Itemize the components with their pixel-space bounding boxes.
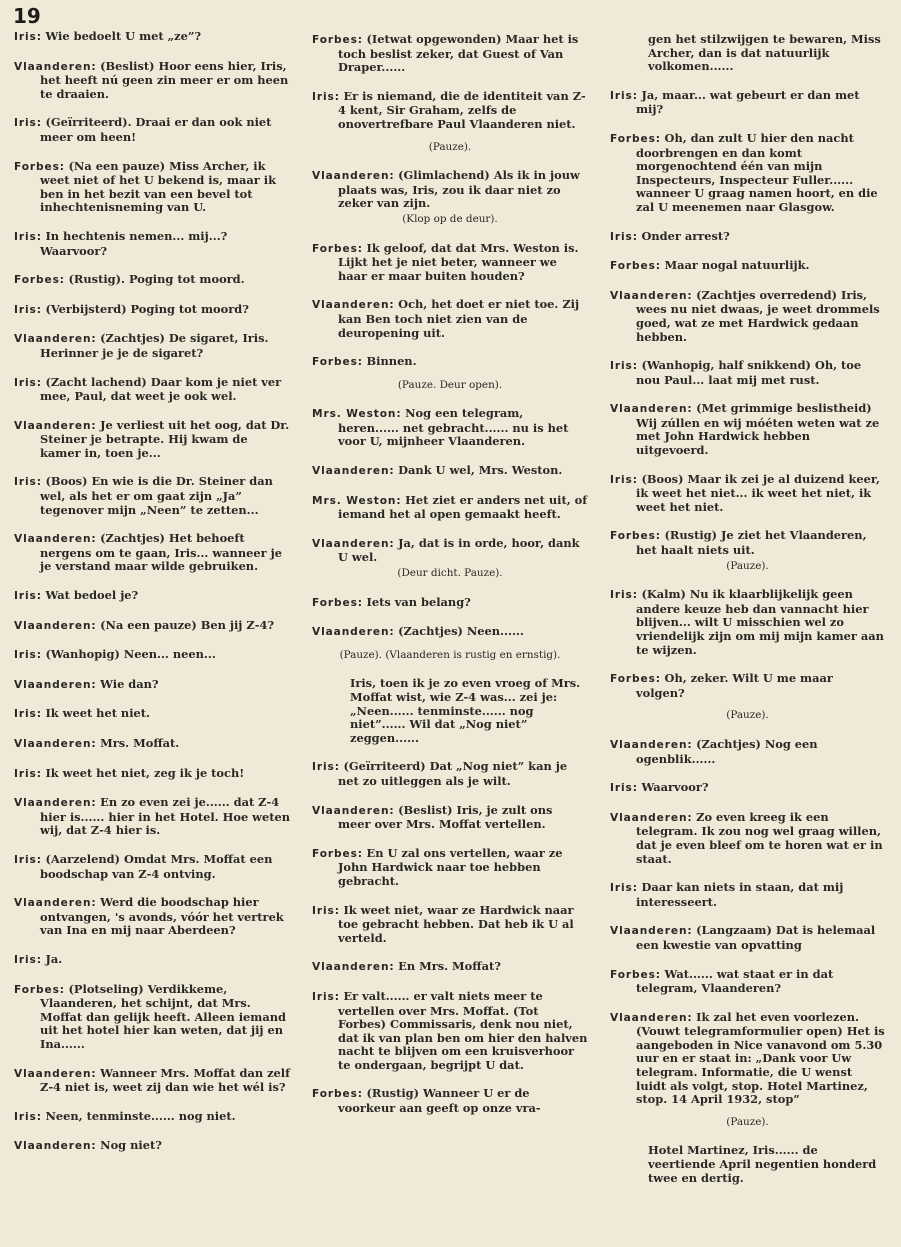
dialogue-line bbox=[610, 473, 885, 515]
speaker-name: Iris: bbox=[610, 230, 638, 243]
dialogue-text: (Rustig) Je ziet het Vlaanderen, het haalt niets uit. bbox=[636, 528, 867, 558]
dialogue-line bbox=[610, 738, 885, 766]
dialogue-line bbox=[312, 804, 588, 832]
speaker-name: Vlaanderen: bbox=[312, 537, 395, 550]
speaker-name: Iris: bbox=[14, 649, 42, 662]
dialogue-text: In hechtenis nemen... mij...? Waarvoor? bbox=[40, 228, 228, 258]
dialogue-text: Er valt...... er valt niets meer te vertellen over Mrs. Moffat. (Tot Forbes) Commissaris, denk nou niet, dat ik van plan ben om hier den halven nacht te blijven om een kruisverhoor te ondergaan, begrijpt U dat. bbox=[338, 988, 588, 1072]
dialogue-text: Wat bedoel je? bbox=[45, 588, 139, 603]
column-2 bbox=[312, 33, 588, 1131]
dialogue-text: Werd die boodschap hier ontvangen, 's avonds, vóór het vertrek van Ina en mij naar Aberdeen? bbox=[40, 895, 284, 938]
speaker-name: Forbes: bbox=[14, 274, 65, 287]
dialogue-line bbox=[14, 619, 290, 634]
speaker-name: Iris: bbox=[14, 590, 42, 603]
dialogue-line bbox=[610, 289, 885, 344]
dialogue-line bbox=[312, 960, 588, 975]
dialogue-text: Waarvoor? bbox=[641, 780, 709, 795]
dialogue-text: Neen, tenminste...... nog niet. bbox=[45, 1108, 236, 1123]
dialogue-line bbox=[14, 60, 290, 102]
dialogue-line bbox=[610, 402, 885, 457]
dialogue-text: (Zachtjes) Het behoeft nergens om te gaan, Iris... wanneer je je verstand maar wilde gebruiken. bbox=[40, 531, 282, 574]
dialogue-line bbox=[14, 853, 290, 881]
dialogue-text: En U zal ons vertellen, waar ze John Hardwick naar toe hebben gebracht. bbox=[338, 845, 563, 888]
dialogue-line bbox=[14, 1139, 290, 1154]
dialogue-text: (Zachtjes) Neen...... bbox=[398, 624, 524, 639]
dialogue-text: Onder arrest? bbox=[641, 228, 730, 243]
dialogue-line bbox=[312, 464, 588, 479]
speaker-name: Vlaanderen: bbox=[14, 738, 97, 750]
dialogue-text: (Geïrriteerd) Dat „Nog niet” kan je net zo uitleggen als je wilt. bbox=[338, 759, 568, 788]
dialogue-line bbox=[14, 896, 290, 938]
dialogue-text: En Mrs. Moffat? bbox=[398, 959, 501, 974]
dialogue-text: Maar nogal natuurlijk. bbox=[664, 258, 810, 273]
dialogue-text: En zo even zei je...... dat Z-4 hier is...... hier in het Hotel. Hoe weten wij, dat Z-4 hier is. bbox=[40, 795, 291, 838]
dialogue-text: Mrs. Moffat. bbox=[100, 736, 180, 750]
dialogue-line bbox=[312, 494, 588, 522]
speaker-name: Iris: bbox=[312, 904, 340, 917]
speaker-name: Vlaanderen: bbox=[312, 961, 395, 974]
speaker-name: Iris: bbox=[14, 1110, 42, 1123]
dialogue-text: Ja. bbox=[45, 951, 63, 966]
dialogue-text: (Wanhopig, half snikkend) Oh, toe nou Paul... laat mij met rust. bbox=[636, 358, 862, 387]
dialogue-line bbox=[14, 160, 290, 215]
speaker-name: Vlaanderen: bbox=[14, 333, 97, 346]
speaker-name: Iris: bbox=[14, 953, 42, 966]
dialogue-line bbox=[14, 475, 290, 517]
dialogue-text: Wat...... wat staat er in dat telegram, Vlaanderen? bbox=[636, 966, 834, 996]
dialogue-line bbox=[610, 529, 885, 557]
page-number: 19 bbox=[13, 4, 41, 28]
dialogue-line bbox=[14, 953, 290, 968]
dialogue-text: Ik weet niet, waar ze Hardwick naar toe gebracht hebben. Dat heb ik U al verteld. bbox=[338, 902, 574, 945]
dialogue-line bbox=[610, 968, 885, 996]
dialogue-text: (Geïrriteerd). Draai er dan ook niet meer om heen! bbox=[40, 115, 272, 144]
dialogue-text: (Boos) Maar ik zei je al duizend keer, ik weet het niet... ik weet het niet, ik weet het niet. bbox=[636, 471, 881, 514]
dialogue-text: Oh, dan zult U hier den nacht doorbrengen en dan komt morgenochtend één van mijn Inspecteurs, Inspecteur Fuller...... wanneer U graag namen hoort, en die zal U meenemen naar Glasgow. bbox=[636, 130, 878, 214]
column-3 bbox=[610, 33, 885, 1200]
dialogue-line bbox=[312, 407, 588, 449]
dialogue-text: Zo even kreeg ik een telegram. Ik zou nog wel graag willen, dat je even bleef om te horen wat er in staat. bbox=[636, 809, 883, 866]
speaker-name: Iris: bbox=[14, 117, 42, 130]
dialogue-text: Och, het doet er niet toe. Zij kan Ben toch niet zien van de deuropening uit. bbox=[338, 297, 580, 340]
speaker-name: Forbes: bbox=[610, 530, 661, 543]
dialogue-line bbox=[14, 532, 290, 574]
dialogue-line bbox=[14, 116, 290, 144]
speaker-name: Forbes: bbox=[610, 673, 661, 686]
dialogue-text: Nog niet? bbox=[100, 1138, 162, 1153]
speaker-name: Vlaanderen: bbox=[14, 533, 97, 546]
speaker-name: Forbes: bbox=[312, 242, 363, 255]
speaker-name: Iris: bbox=[610, 882, 638, 895]
dialogue-line bbox=[14, 796, 290, 838]
speaker-name: Vlaanderen: bbox=[610, 738, 693, 751]
speaker-name: Iris: bbox=[610, 360, 638, 373]
speaker-name: Forbes: bbox=[610, 968, 661, 981]
speaker-name: Vlaanderen: bbox=[312, 170, 395, 183]
dialogue-text: Oh, zeker. Wilt U me maar volgen? bbox=[636, 671, 833, 700]
speaker-name: Vlaanderen: bbox=[14, 1067, 97, 1080]
speaker-name: Iris: bbox=[14, 853, 42, 866]
dialogue-line bbox=[312, 847, 588, 889]
dialogue-text: (Na een pauze) Miss Archer, ik weet niet of het U bekend is, maar ik ben in het bezit van een bevel tot inhechtenisneming van U. bbox=[40, 158, 276, 215]
speaker-name: Mrs. Weston: bbox=[312, 408, 402, 421]
speaker-name: Iris: bbox=[14, 31, 42, 43]
column-1 bbox=[14, 30, 290, 1169]
dialogue-line bbox=[14, 30, 290, 45]
dialogue-line bbox=[14, 419, 290, 461]
dialogue-text: (Wanhopig) Neen... neen... bbox=[45, 647, 216, 662]
dialogue-text: (Zachtjes) Nog een ogenblik...... bbox=[636, 736, 818, 766]
stage-direction: (Pauze). bbox=[726, 1115, 769, 1128]
continued-dialogue-text: Iris, toen ik je zo even vroeg of Mrs. Moffat wist, wie Z-4 was... zei je: „Neen...... tenminste...... nog niet”...... Wil dat „Nog niet” zeggen...... bbox=[350, 676, 581, 745]
dialogue-line bbox=[610, 132, 885, 215]
speaker-name: Vlaanderen: bbox=[14, 619, 97, 632]
dialogue-line bbox=[14, 767, 290, 782]
dialogue-text: (Zachtjes) De sigaret, Iris. Herinner je je de sigaret? bbox=[40, 331, 269, 360]
dialogue-text: Wie dan? bbox=[100, 676, 159, 691]
dialogue-line bbox=[14, 273, 290, 288]
continued-dialogue-text: gen het stilzwijgen te bewaren, Miss Archer, dan is dat natuurlijk volkomen...... bbox=[648, 32, 881, 74]
dialogue-text: (Rustig). Poging tot moord. bbox=[68, 272, 245, 287]
dialogue-text: (Beslist) Iris, je zult ons meer over Mrs. Moffat vertellen. bbox=[338, 802, 553, 832]
dialogue-line bbox=[610, 359, 885, 387]
dialogue-line bbox=[610, 230, 885, 245]
speaker-name: Vlaanderen: bbox=[610, 289, 693, 302]
dialogue-line bbox=[14, 983, 290, 1052]
dialogue-text: (Glimlachend) Als ik in jouw plaats was, Iris, zou ik daar niet zo zeker van zijn. bbox=[338, 168, 580, 211]
speaker-name: Vlaanderen: bbox=[312, 465, 395, 478]
dialogue-text: Ik zal het even voorlezen. (Vouwt telegramformulier open) Het is aangeboden in Nice vanavond om 5.30 uur en er staat in: „Dank voor Uw telegram. Informatie, die U wenst luidt als volgt, stop. Hotel Martinez, stop. 14 April 1932, stop” bbox=[636, 1009, 885, 1107]
dialogue-line bbox=[610, 781, 885, 796]
stage-direction: (Pauze). bbox=[726, 709, 769, 722]
dialogue-line bbox=[610, 811, 885, 866]
dialogue-text: Daar kan niets in staan, dat mij interesseert. bbox=[636, 880, 844, 909]
speaker-name: Iris: bbox=[610, 473, 638, 486]
dialogue-text: (Verbijsterd) Poging tot moord? bbox=[45, 301, 249, 316]
dialogue-line bbox=[610, 89, 885, 117]
dialogue-text: (Beslist) Hoor eens hier, Iris, het heeft nú geen zin meer er om heen te draaien. bbox=[40, 58, 289, 101]
speaker-name: Vlaanderen: bbox=[610, 403, 693, 416]
stage-direction: (Pauze). (Vlaanderen is rustig en ernstig). bbox=[339, 648, 561, 661]
speaker-name: Forbes: bbox=[610, 132, 661, 145]
speaker-name: Vlaanderen: bbox=[312, 804, 395, 817]
speaker-name: Mrs. Weston: bbox=[312, 494, 402, 507]
dialogue-text: Ja, maar... wat gebeurt er dan met mij? bbox=[636, 87, 860, 117]
speaker-name: Vlaanderen: bbox=[14, 419, 97, 432]
dialogue-line bbox=[14, 1067, 290, 1095]
speaker-name: Vlaanderen: bbox=[610, 925, 693, 938]
dialogue-text: (Aarzelend) Omdat Mrs. Moffat een boodschap van Z-4 ontving. bbox=[40, 851, 273, 881]
speaker-name: Vlaanderen: bbox=[14, 678, 97, 691]
dialogue-line bbox=[14, 737, 290, 752]
dialogue-line bbox=[312, 596, 588, 611]
speaker-name: Iris: bbox=[610, 589, 638, 602]
speaker-name: Forbes: bbox=[312, 596, 363, 609]
dialogue-text: Er is niemand, die de identiteit van Z-4 kent, Sir Graham, zelfs de onovertrefbare Paul Vlaanderen niet. bbox=[338, 88, 586, 131]
dialogue-text: (Plotseling) Verdikkeme, Vlaanderen, het schijnt, dat Mrs. Moffat dan gelijk heeft. Alleen iemand uit het hotel hier kan weten, dat jij en Ina...... bbox=[40, 981, 286, 1051]
dialogue-line bbox=[312, 169, 588, 211]
speaker-name: Iris: bbox=[14, 230, 42, 243]
dialogue-text: Wie bedoelt U met „ze”? bbox=[45, 29, 202, 43]
dialogue-text: Dank U wel, Mrs. Weston. bbox=[398, 463, 563, 478]
speaker-name: Vlaanderen: bbox=[312, 299, 395, 312]
dialogue-line bbox=[14, 303, 290, 318]
stage-direction: (Pauze). bbox=[428, 140, 472, 153]
stage-direction: (Klop op de deur). bbox=[402, 212, 498, 225]
speaker-name: Vlaanderen: bbox=[312, 626, 395, 639]
speaker-name: Vlaanderen: bbox=[610, 1011, 693, 1024]
dialogue-text: (Langzaam) Dat is helemaal een kwestie van opvatting bbox=[636, 923, 876, 952]
speaker-name: Iris: bbox=[14, 376, 42, 389]
stage-direction: (Pauze). bbox=[726, 559, 769, 572]
dialogue-line bbox=[14, 648, 290, 663]
speaker-name: Iris: bbox=[14, 476, 42, 489]
dialogue-text: (Kalm) Nu ik klaarblijkelijk geen andere keuze heb dan vannacht hier blijven... wilt U misschien wel zo vriendelijk zijn om mij mijn kamer aan te wijzen. bbox=[636, 587, 884, 657]
speaker-name: Iris: bbox=[610, 89, 638, 102]
dialogue-text: Ik weet het niet, zeg ik je toch! bbox=[45, 765, 245, 780]
dialogue-line bbox=[14, 707, 290, 722]
dialogue-line bbox=[312, 760, 588, 788]
speaker-name: Forbes: bbox=[14, 160, 65, 173]
continued-dialogue-text: Hotel Martinez, Iris...... de veertiende April negentien honderd twee en dertig. bbox=[648, 1143, 877, 1185]
dialogue-text: (Ietwat opgewonden) Maar het is toch beslist zeker, dat Guest of Van Draper...... bbox=[338, 32, 579, 75]
speaker-name: Forbes: bbox=[312, 356, 363, 369]
dialogue-text: Het ziet er anders net uit, of iemand het al open gemaakt heeft. bbox=[338, 492, 588, 522]
speaker-name: Iris: bbox=[312, 761, 340, 774]
speaker-name: Forbes: bbox=[312, 34, 363, 46]
speaker-name: Iris: bbox=[14, 708, 42, 721]
dialogue-text: Ik weet het niet. bbox=[45, 706, 151, 721]
dialogue-text: (Zachtjes overredend) Iris, wees nu niet dwaas, je weet drommels goed, wat ze met Hardwick gedaan hebben. bbox=[636, 287, 880, 344]
stage-direction: (Deur dicht. Pauze). bbox=[397, 567, 503, 580]
dialogue-line bbox=[14, 678, 290, 693]
speaker-name: Vlaanderen: bbox=[14, 897, 97, 910]
dialogue-text: (Boos) En wie is die Dr. Steiner dan wel, als het er om gaat zijn „Ja” tegenover mijn „Neen” te zetten... bbox=[40, 474, 273, 517]
speaker-name: Forbes: bbox=[312, 847, 363, 860]
dialogue-text: (Met grimmige beslistheid) Wij zúllen en wij móéten weten wat ze met John Hardwick hebben uitgevoerd. bbox=[636, 401, 880, 458]
dialogue-line bbox=[610, 1011, 885, 1107]
dialogue-line bbox=[14, 589, 290, 604]
speaker-name: Forbes: bbox=[312, 1088, 363, 1101]
dialogue-line bbox=[312, 33, 588, 75]
dialogue-text: (Zacht lachend) Daar kom je niet ver mee, Paul, dat weet je ook wel. bbox=[40, 374, 282, 404]
dialogue-line bbox=[610, 924, 885, 952]
stage-direction: (Pauze. Deur open). bbox=[397, 378, 503, 391]
speaker-name: Forbes: bbox=[14, 983, 65, 996]
dialogue-text: Ik geloof, dat dat Mrs. Weston is. Lijkt het je niet beter, wanneer we haar er maar buiten houden? bbox=[338, 240, 579, 283]
dialogue-line bbox=[610, 672, 885, 700]
dialogue-line bbox=[14, 332, 290, 360]
speaker-name: Iris: bbox=[312, 990, 340, 1003]
dialogue-text: Je verliest uit het oog, dat Dr. Steiner je betrapte. Hij kwam de kamer in, toen je... bbox=[40, 417, 290, 460]
dialogue-line bbox=[312, 1087, 588, 1115]
dialogue-line bbox=[14, 1110, 290, 1125]
dialogue-text: (Na een pauze) Ben jij Z-4? bbox=[100, 617, 275, 632]
dialogue-text: Iets van belang? bbox=[366, 594, 471, 609]
dialogue-line bbox=[312, 537, 588, 565]
speaker-name: Vlaanderen: bbox=[14, 1140, 97, 1153]
dialogue-line bbox=[610, 259, 885, 274]
speaker-name: Vlaanderen: bbox=[14, 60, 97, 73]
speaker-name: Vlaanderen: bbox=[610, 811, 693, 824]
dialogue-text: Ja, dat is in orde, hoor, dank U wel. bbox=[338, 535, 580, 565]
dialogue-line bbox=[312, 298, 588, 340]
speaker-name: Forbes: bbox=[610, 260, 661, 273]
dialogue-line bbox=[312, 904, 588, 946]
dialogue-line bbox=[312, 625, 588, 640]
dialogue-text: Nog een telegram, heren...... net gebracht...... nu is het voor U, mijnheer Vlaanderen. bbox=[338, 406, 569, 449]
dialogue-line bbox=[312, 355, 588, 370]
speaker-name: Iris: bbox=[14, 767, 42, 780]
dialogue-text: Wanneer Mrs. Moffat dan zelf Z-4 niet is, weet zij dan wie het wél is? bbox=[40, 1065, 291, 1095]
speaker-name: Iris: bbox=[312, 90, 340, 103]
dialogue-line bbox=[312, 990, 588, 1073]
speaker-name: Vlaanderen: bbox=[14, 797, 97, 810]
dialogue-line bbox=[312, 242, 588, 284]
dialogue-line bbox=[14, 230, 290, 258]
speaker-name: Iris: bbox=[610, 782, 638, 795]
dialogue-line bbox=[312, 90, 588, 132]
speaker-name: Iris: bbox=[14, 303, 42, 316]
dialogue-line bbox=[14, 376, 290, 404]
dialogue-text: Binnen. bbox=[366, 354, 417, 369]
dialogue-text: (Rustig) Wanneer U er de voorkeur aan geeft op onze vra- bbox=[338, 1086, 541, 1116]
dialogue-line bbox=[610, 881, 885, 909]
dialogue-line bbox=[610, 588, 885, 657]
